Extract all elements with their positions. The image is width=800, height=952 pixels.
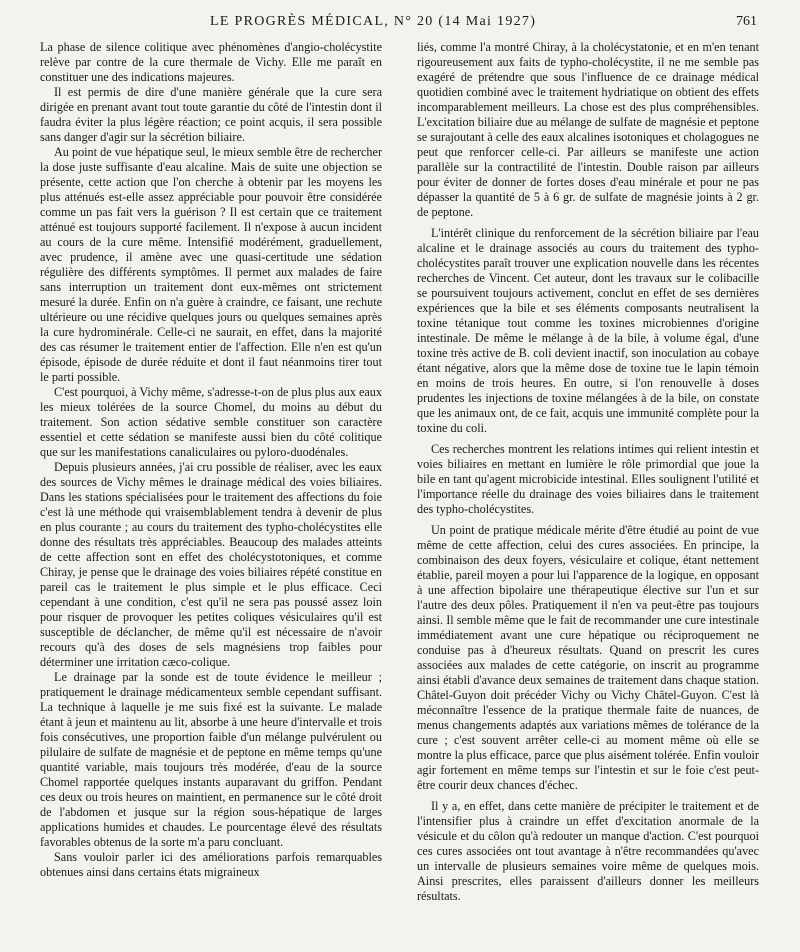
paragraph: Depuis plusieurs années, j'ai cru possible de réaliser, avec les eaux des sources de Vichy mêmes le drainage médical des voies biliaires. Dans les stations spécialisées pour le traitement des affections du foie c'est là une méthode qui vraisemblablement tendra à devenir de plus en plus courante ; au cours du traitement des typho-cholécystites elle donne des résultats très appréciables. Beaucoup des malades atteints de cette affection sont en effet des cholécystotoniques, et comme Chiray, je pense que le drainage des voies biliaires répété constitue en pareil cas le traitement le plus simple et le plus efficace. Ceci cependant à une condition, c'est qu'il ne sera pas poussé assez loin pour risquer de provoquer les petites coliques vésiculaires qu'il est susceptible de déclancher, de même qu'il est nécessaire de n'avoir recours qu'à des doses de sels magnésiens trop faibles pour déterminer une irritation cæco-colique.: [40, 460, 382, 669]
right-column: [417, 40, 759, 945]
paragraph: Sans vouloir parler ici des améliorations parfois remarquables obtenues ainsi dans certains états migraineux: [40, 850, 382, 879]
paragraph: Au point de vue hépatique seul, le mieux semble être de rechercher la dose juste suffisante d'eau alcaline. Mais de suite une objection se présente, cette action que l'on cherche à obtenir par les moyens les plus atténués est-elle assez appréciable pour pouvoir être considérée comme un pas fait vers la guérison ? Il est certain que ce traitement atténué est toujours supporté facilement. Il n'expose à aucun incident au cours de la cure même. Intensifié modérément, graduellement, avec prudence, il amène avec une quasi-certitude une sédation régulière des différents symptômes. Il permet aux malades de faire sans interruption un traitement dont eux-mêmes ont strictement mesuré la durée. Enfin on n'a guère à craindre, ce faisant, une rechute ultérieure ou une récidive quelques jours ou quelques semaines après la cure hydrominérale. Celle-ci ne saurait, en effet, dans la majorité des cas résumer le traitement entier de l'affection. Elle n'en est qu'un épisode, épisode de durée réduite et dont il faut néanmoins tirer tout le parti possible.: [40, 145, 382, 384]
paragraph: liés, comme l'a montré Chiray, à la cholécystatonie, et en m'en tenant rigoureusement aux faits de typho-cholécystite, il ne me semble pas exagéré de prétendre que sous l'influence de ce drainage médical quotidien combiné avec le traitement hydriatique on obtient des effets incomparablement meilleurs. La chose est des plus compréhensibles. L'excitation biliaire due au mélange de sulfate de magnésie et peptone se surajoutant à celle des eaux alcalines isotoniques et cholagogues ne peut que renforcer celle-ci. Par ailleurs se manifeste une action parallèle sur la contractilité de l'intestin. Double raison par ailleurs pour éviter de donner de fortes doses d'eau minérale et pour ne pas dépasser la quantité de 5 à 6 gr. de sulfate de magnésie joints à 2 gr. de peptone.: [417, 40, 759, 219]
paragraph: Le drainage par la sonde est de toute évidence le meilleur ; pratiquement le drainage médicamenteux semble cependant suffisant. La technique à laquelle je me suis fixé est la suivante. Le malade étant à jeun et maintenu au lit, absorbe à une heure d'intervalle et trois fois consécutives, une proportion faible d'un mélange pulvérulent ou pilulaire de sulfate de magnésie et de peptone en même temps qu'une quantité variable, mais toujours très modérée, d'eau de la source Chomel rapportée quelques instants auparavant du griffon. Pendant ces deux ou trois heures on maintient, en permanence sur le côté droit de l'abdomen et jusque sur la région sous-hépatique de larges applications humides et chaudes. Le pourcentage élevé des résultats favorables obtenus de la sorte m'a paru concluant.: [40, 670, 382, 849]
paragraph: Un point de pratique médicale mérite d'être étudié au point de vue même de cette affection, celui des cures associées. En principe, la combinaison des deux foyers, vésiculaire et colique, étant nettement établie, pareil moyen a pour lui l'apparence de la logique, en opposant à une affection bipolaire une thérapeutique élective sur l'un et sur l'autre des deux pôles. Pratiquement il n'en va peut-être pas toujours ainsi. Il semble même que le fait de recommander une cure intestinale immédiatement avant une cure hépatique ou réciproquement ne conduise pas à d'heureux résultats. Quand on prescrit les cures associées aux malades de cette catégorie, on inscrit au programme ainsi établi d'avance deux semaines de traitement dans chaque station. Châtel-Guyon doit précéder Vichy ou Vichy Châtel-Guyon. C'est là méconnaître l'essence de la pratique thermale faite de nuances, de menus changements adaptés aux variations mêmes de tolérance de la cure ; c'est souvent arrêter celle-ci au moment même où elle se montre la plus efficace, parce que plus aisément tolérée. Enfin vouloir agir fortement en même temps sur l'intestin et sur le foie c'est peut-être courir deux chances d'échec.: [417, 523, 759, 792]
paragraph: L'intérêt clinique du renforcement de la sécrétion biliaire par l'eau alcaline et le drainage associés au cours du traitement des typho-cholécystites paraît trouver une explication nouvelle dans les récentes recherches de Vincent. Cet auteur, dont les travaux sur le colibacille se poursuivent toujours activement, conclut en effet de ses dernières expériences que la bile et ses éléments composants neutralisent la toxine tétanique tout comme les toxines microbiennes d'origine intestinale. De même le mélange à de la bile, à volume égal, d'une toxine très active de B. coli devient inactif, son inoculation au cobaye étant négative, alors que la même dose de toxine tue le lapin témoin en moins de trois heures. En outre, si l'on renouvelle à doses prudentes les injections de toxine mélangées à de la bile, on constate que les animaux ont, de ce fait, acquis une immunité complète pour la toxine du coli.: [417, 226, 759, 435]
paragraph: La phase de silence colitique avec phénomènes d'angio-cholécystite relève par contre de la cure thermale de Vichy. Elle me paraît en constituer une des indications majeures.: [40, 40, 382, 84]
paragraph: Ces recherches montrent les relations intimes qui relient intestin et voies biliaires en mettant en lumière le rôle primordial que joue la bile en tant qu'agent microbicide intestinal. Elles soulignent l'utilité et l'importance réelle du drainage des voies biliaires dans le traitement des typho-cholécystites.: [417, 442, 759, 516]
paragraph: Il y a, en effet, dans cette manière de précipiter le traitement et de l'intensifier plus à craindre un effet d'excitation anormale de la vésicule et du côlon qu'à redouter un manque d'action. C'est pourquoi ces cures associées ont tout avantage à n'être recommandées qu'avec un intervalle de plusieurs semaines voire même de quelques mois. Ainsi prescrites, elles paraissent d'ailleurs donner les meilleurs résultats.: [417, 799, 759, 903]
paragraph: Il est permis de dire d'une manière générale que la cure sera dirigée en prenant avant tout toute garantie du côté de l'intestin dont il faudra éviter la plus légère réaction; ce point acquis, il sera possible sans danger d'agir sur la sécrétion biliaire.: [40, 85, 382, 144]
journal-title: LE PROGRÈS MÉDICAL, N° 20 (14 Mai 1927): [210, 14, 537, 29]
running-header: [0, 14, 800, 34]
page-number: 761: [736, 14, 757, 29]
left-column: [40, 40, 382, 945]
paragraph: C'est pourquoi, à Vichy même, s'adresse-t-on de plus plus aux eaux les mieux tolérées de la source Chomel, du moins au début du traitement. Son action sédative semble constituer son caractère essentiel et cette sédation se manifeste aussi bien du côté colitique que sur les manifestations canaliculaires ou pyloro-duodénales.: [40, 385, 382, 459]
